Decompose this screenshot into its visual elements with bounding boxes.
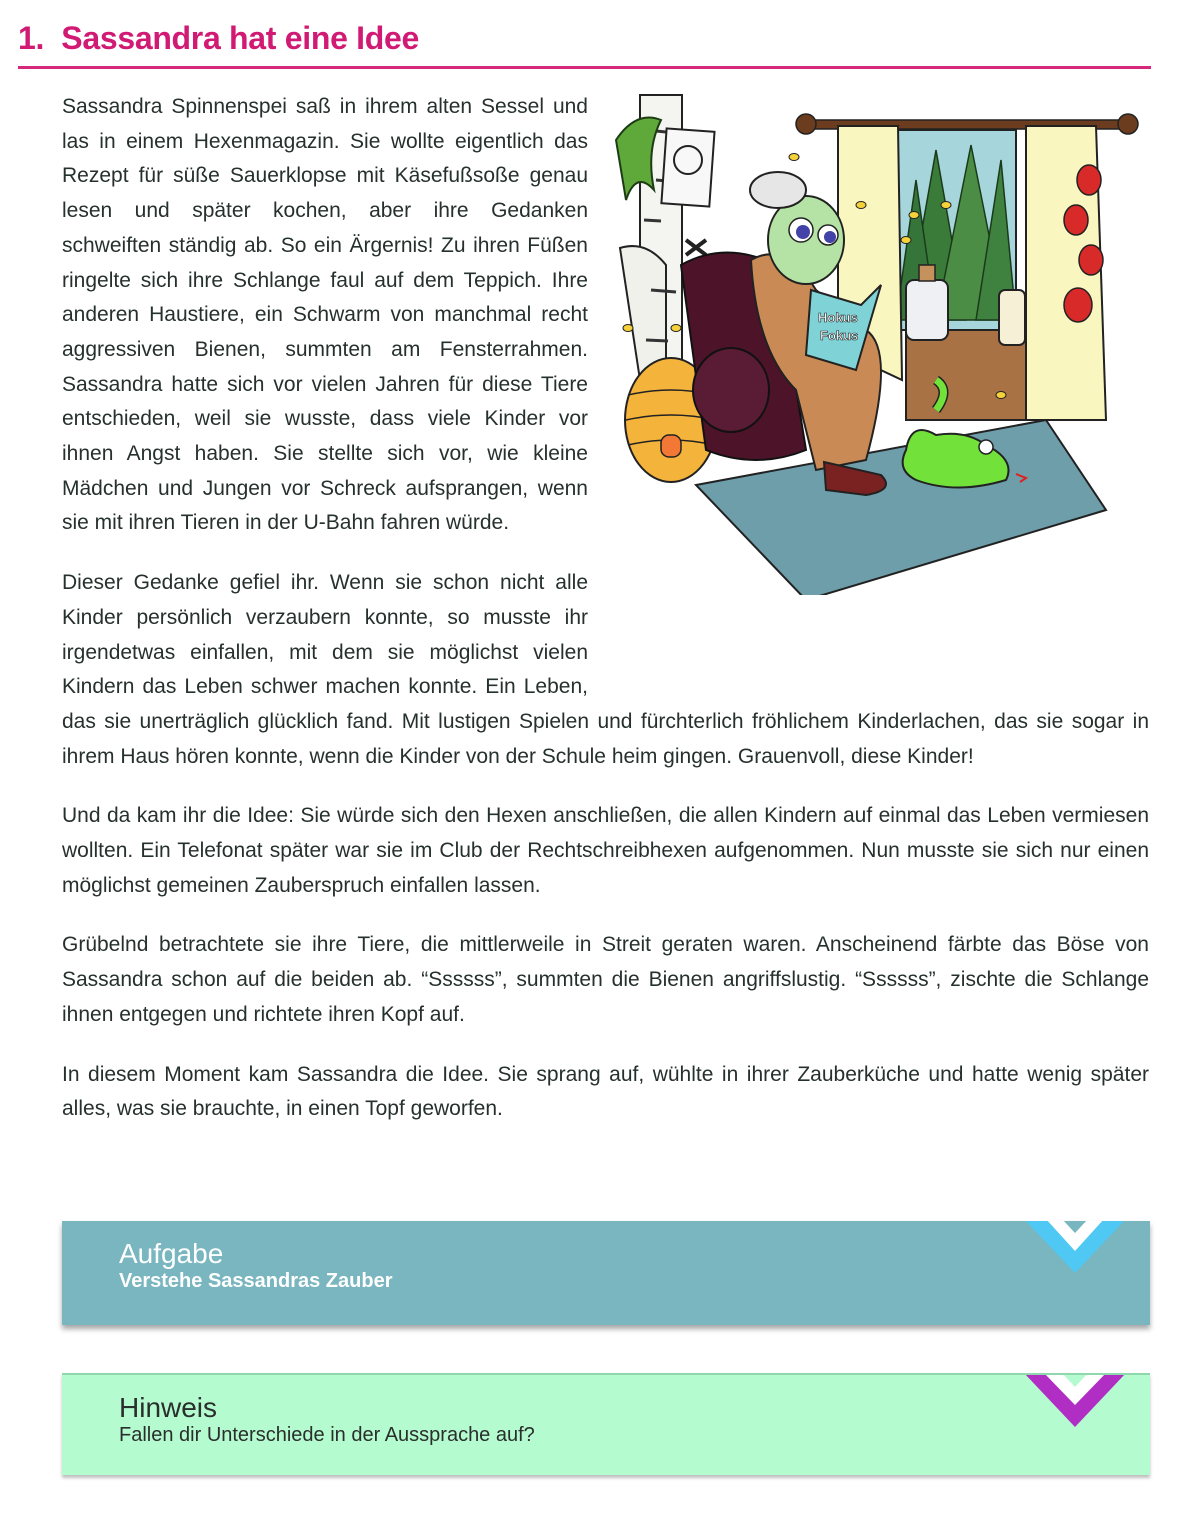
chapter-title-text: Sassandra hat eine Idee <box>61 20 419 56</box>
story-text <box>62 90 1149 1152</box>
story-paragraph: In diesem Moment kam Sassandra die Idee. Sie sprang auf, wühlte in ihrer Zauberküche und hatte wenig später alles, was sie brauchte, in einen Topf geworfen. <box>62 1062 1149 1121</box>
task-card-aufgabe[interactable] <box>62 1221 1150 1325</box>
card-subtitle: Verstehe Sassandras Zauber <box>119 1270 393 1292</box>
magazine-title: Hokus <box>818 310 858 325</box>
chevron-down-icon[interactable] <box>1024 1221 1126 1273</box>
card-title: Hinweis <box>119 1392 218 1423</box>
hint-card-hinweis[interactable] <box>62 1373 1150 1475</box>
chapter-title <box>18 18 1151 58</box>
title-underline <box>18 66 1151 69</box>
card-text <box>119 1239 392 1293</box>
card-text <box>119 1393 535 1447</box>
story-paragraph: Grübelnd betrachtete sie ihre Tiere, die mittlerweile in Streit geraten waren. Anscheinend färbte das Böse von Sassandra schon auf die beiden ab. “Ssssss”, summten die Bienen angriffslustig. “Ssssss”, zischte die Schlange ihnen entgegen und richtete ihren Kopf auf. <box>62 933 1149 1026</box>
card-title: Aufgabe <box>119 1238 224 1269</box>
illustration-graphic <box>606 90 1161 595</box>
story-paragraph: Und da kam ihr die Idee: Sie würde sich den Hexen anschließen, die allen Kindern auf einmal das Leben vermiesen wollten. Ein Telefonat später war sie im Club der Rechtschreibhexen aufgenommen. Nun musste sie sich nur einen möglichst gemeinen Zauberspruch einfallen lassen. <box>62 804 1149 897</box>
witch-illustration <box>606 90 1161 700</box>
chapter-number: 1. <box>18 20 45 56</box>
chapter-header <box>18 18 1151 69</box>
card-subtitle: Fallen dir Unterschiede in der Aussprache auf? <box>119 1424 535 1446</box>
story-paragraph: Dieser Gedanke gefiel ihr. Wenn sie schon nicht alle Kinder persönlich verzaubern konnte, so musste ihr irgendetwas einfallen, mit dem sie möglichst vielen Kindern das Leben schwer machen konnte. Ein Leben, das sie unerträglich glücklich fand. Mit lustigen Spielen und fürchterlich fröhlichem Kinderlachen, das sie sogar in ihrem Haus hören konnte, wenn die Kinder von der Schule heim gingen. Grauenvoll, diese Kinder! <box>62 571 1149 768</box>
story-paragraph: Sassandra Spinnenspei saß in ihrem alten Sessel und las in einem Hexenmagazin. Sie wollte eigentlich das Rezept für süße Sauerklopse mit Käsefußsoße genau lesen und später kochen, aber ihre Gedanken schweiften ständig ab. So ein Ärgernis! Zu ihren Füßen ringelte sich ihre Schlange faul auf dem Teppich. Ihre anderen Haustiere, ein Schwarm von manchmal recht aggressiven Bienen, summten am Fensterrahmen. Sassandra hatte sich vor vielen Jahren für diese Tiere entschieden, weil sie wusste, dass viele Kinder vor ihnen Angst haben. Sie stellte sich vor, wie kleine Mädchen und Jungen vor Schreck aufsprangen, wenn sie mit ihren Tieren in der U-Bahn fahren würde. <box>62 95 588 535</box>
chevron-down-icon[interactable] <box>1024 1373 1126 1427</box>
magazine-title-2: Fokus <box>820 328 859 343</box>
